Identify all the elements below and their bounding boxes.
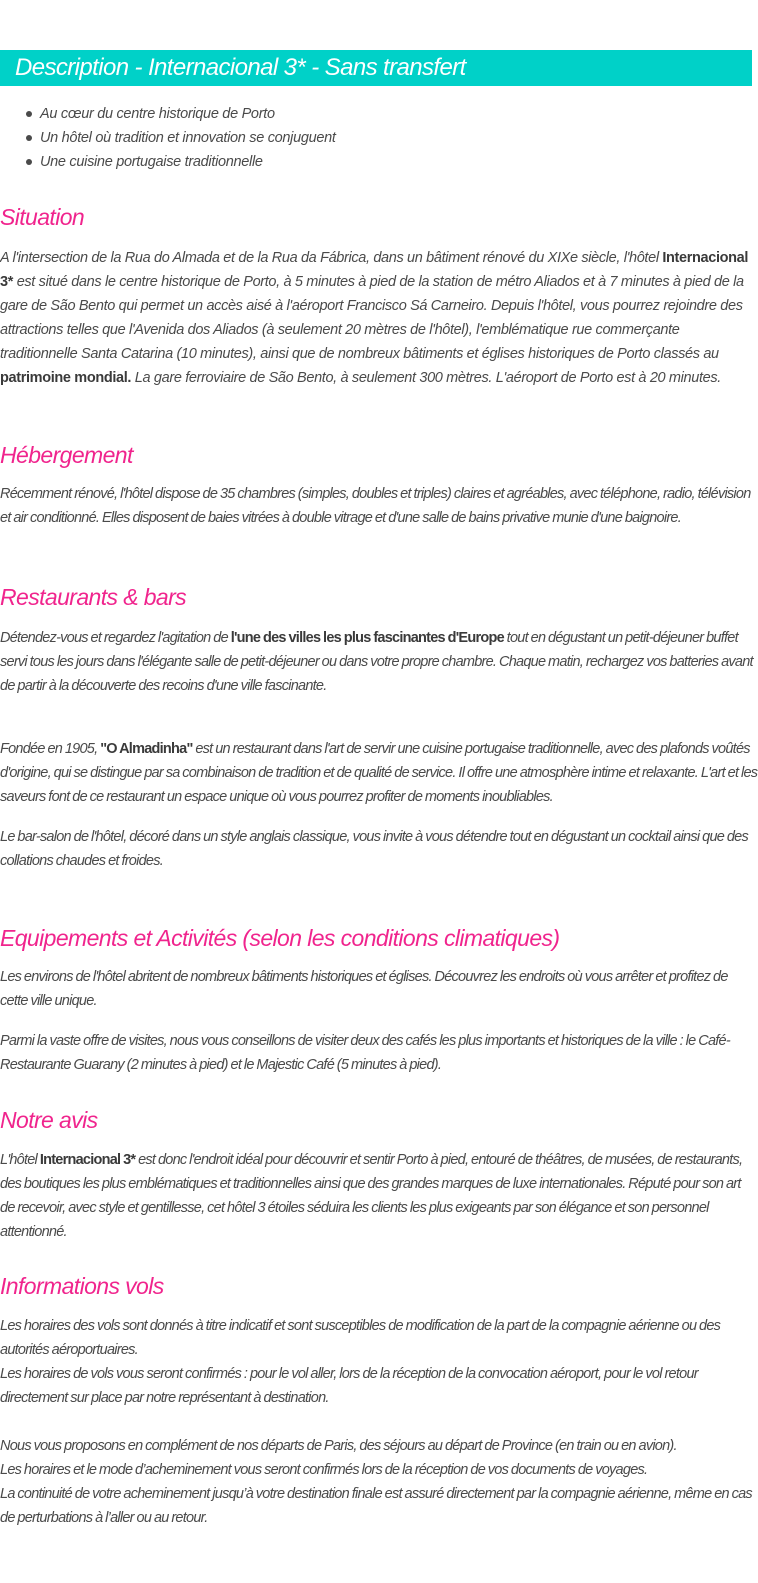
text-run: est situé dans le centre historique de Porto, à 5 minutes à pied de la station de métro Aliados et à 7 minutes à pied de la gare de São Bento qui permet un accès aisé à l'aéroport Francisco Sá Carneiro. Depuis l'hôtel, vous pourrez rejoindre des attractions telles que l'Avenida dos Aliados (à seulement 20 mètres de l'hôtel), l'emblématique rue commerçante traditionnelle Santa Catarina (10 minutes), ainsi que de nombreux bâtiments et églises historiques de Porto classés au	[0, 274, 744, 362]
bar-paragraph: Le bar-salon de l'hôtel, décoré dans un style anglais classique, vous invite à vous détendre tout en dégustant un cocktail ainsi que des collations chaudes et froides.	[0, 829, 748, 869]
section-heading: Hébergement	[0, 442, 133, 468]
section-heading: Equipements et Activités (selon les conditions climatiques)	[0, 925, 560, 951]
bullet-icon	[26, 135, 32, 141]
text-run: La gare ferroviaire de São Bento, à seulement 300 mètres. L'aéroport de Porto est à 20 minutes.	[131, 370, 721, 386]
section-heading: Restaurants & bars	[0, 584, 187, 610]
restaurants-paragraph	[0, 626, 758, 698]
text-run: est donc l'endroit idéal pour découvrir et sentir Porto à pied, entouré de théâtres, de musées, de restaurants, des boutiques les plus emblématiques et traditionnelles ainsi que des grandes marques de luxe internationales. Réputé pour son art de recevoir, avec style et gentillesse, cet hôtel 3 étoiles séduira les clients les plus exigeants par son élégance et son personnel attentionné.	[0, 1152, 743, 1240]
highlight-text: Au cœur du centre historique de Porto	[40, 106, 275, 122]
section-situation	[0, 202, 758, 390]
hebergement-paragraph: Récemment rénové, l'hôtel dispose de 35 chambres (simples, doubles et triples) claires et agréables, avec téléphone, radio, télévision et air conditionné. Elles disposent de baies vitrées à double vitrage et d'une salle de bains privative munie d'une baignoire.	[0, 486, 751, 526]
highlight-item	[40, 126, 336, 150]
section-hebergement	[0, 440, 758, 530]
text-run: L'hôtel	[0, 1152, 40, 1168]
highlight-item	[40, 102, 336, 126]
equipements-paragraph: Les environs de l'hôtel abritent de nombreux bâtiments historiques et églises. Découvrez les endroits où vous arrêter et profitez de cette ville unique.	[0, 969, 728, 1009]
highlight-text: Un hôtel où tradition et innovation se conjuguent	[40, 130, 336, 146]
bullet-icon	[26, 159, 32, 165]
bold-text: patrimoine mondial.	[0, 370, 132, 386]
section-restaurants	[0, 582, 758, 873]
avis-paragraph	[0, 1148, 758, 1244]
restaurant-name: "O Almadinha"	[100, 741, 193, 757]
section-vols	[0, 1271, 758, 1530]
text-run: A l'intersection de la Rua do Almada et de la Rua da Fábrica, dans un bâtiment rénové du XIXe siècle, l'hôtel	[0, 250, 663, 266]
vols-line: La continuité de votre acheminement jusqu’à votre destination finale est assuré directement par la compagnie aérienne, même en cas de perturbations à l’aller ou au retour.	[0, 1486, 752, 1526]
section-heading: Situation	[0, 204, 85, 230]
page-title: Description - Internacional 3* - Sans transfert	[15, 54, 466, 81]
description-title-bar	[0, 50, 752, 86]
highlights-list	[0, 102, 336, 174]
section-avis	[0, 1105, 758, 1244]
bullet-icon	[26, 111, 32, 117]
visites-paragraph: Parmi la vaste offre de visites, nous vous conseillons de visiter deux des cafés les plus importants et historiques de la ville : le Café-Restaurante Guarany (2 minutes à pied) et le Majestic Café (5 minutes à pied).	[0, 1033, 730, 1073]
bold-text: l'une des villes les plus fascinantes d'Europe	[230, 630, 504, 646]
text-run: est un restaurant dans l'art de servir une cuisine portugaise traditionnelle, avec des plafonds voûtés d'origine, qui se distingue par sa combinaison de tradition et de qualité de service. Il offre une atmosphère intime et relaxante. L'art et les saveurs font de ce restaurant un espace unique où vous pourrez profiter de moments inoubliables.	[0, 741, 758, 805]
text-run: tout en dégustant un petit-déjeuner buffet servi tous les jours dans l'élégante salle de petit-déjeuner ou dans votre propre chambre. Chaque matin, rechargez vos batteries avant de partir à la découverte des recoins d'une ville fascinante.	[0, 630, 753, 694]
highlight-text: Une cuisine portugaise traditionnelle	[40, 154, 263, 170]
vols-line: Les horaires des vols sont donnés à titre indicatif et sont susceptibles de modification de la part de la compagnie aérienne ou des autorités aéroportuaires.	[0, 1318, 721, 1358]
hotel-name: Internacional 3*	[39, 1152, 136, 1168]
vols-line: Les horaires et le mode d’acheminement vous seront confirmés lors de la réception de vos documents de voyages.	[0, 1462, 648, 1478]
vols-line: Les horaires de vols vous seront confirmés : pour le vol aller, lors de la réception de la convocation aéroport, pour le vol retour directement sur place par notre représentant à destination.	[0, 1366, 698, 1406]
text-run: Détendez-vous et regardez l'agitation de	[0, 630, 231, 646]
section-heading: Notre avis	[0, 1107, 98, 1133]
section-heading: Informations vols	[0, 1273, 164, 1299]
vols-line: Nous vous proposons en complément de nos départs de Paris, des séjours au départ de Province (en train ou en avion).	[0, 1438, 677, 1454]
section-equipements	[0, 923, 758, 1077]
text-run: Fondée en 1905,	[0, 741, 101, 757]
restaurant-almadinha-paragraph	[0, 737, 758, 809]
situation-paragraph	[0, 246, 758, 390]
hotel-name: Internacional 3*	[0, 250, 749, 290]
highlight-item	[40, 150, 336, 174]
